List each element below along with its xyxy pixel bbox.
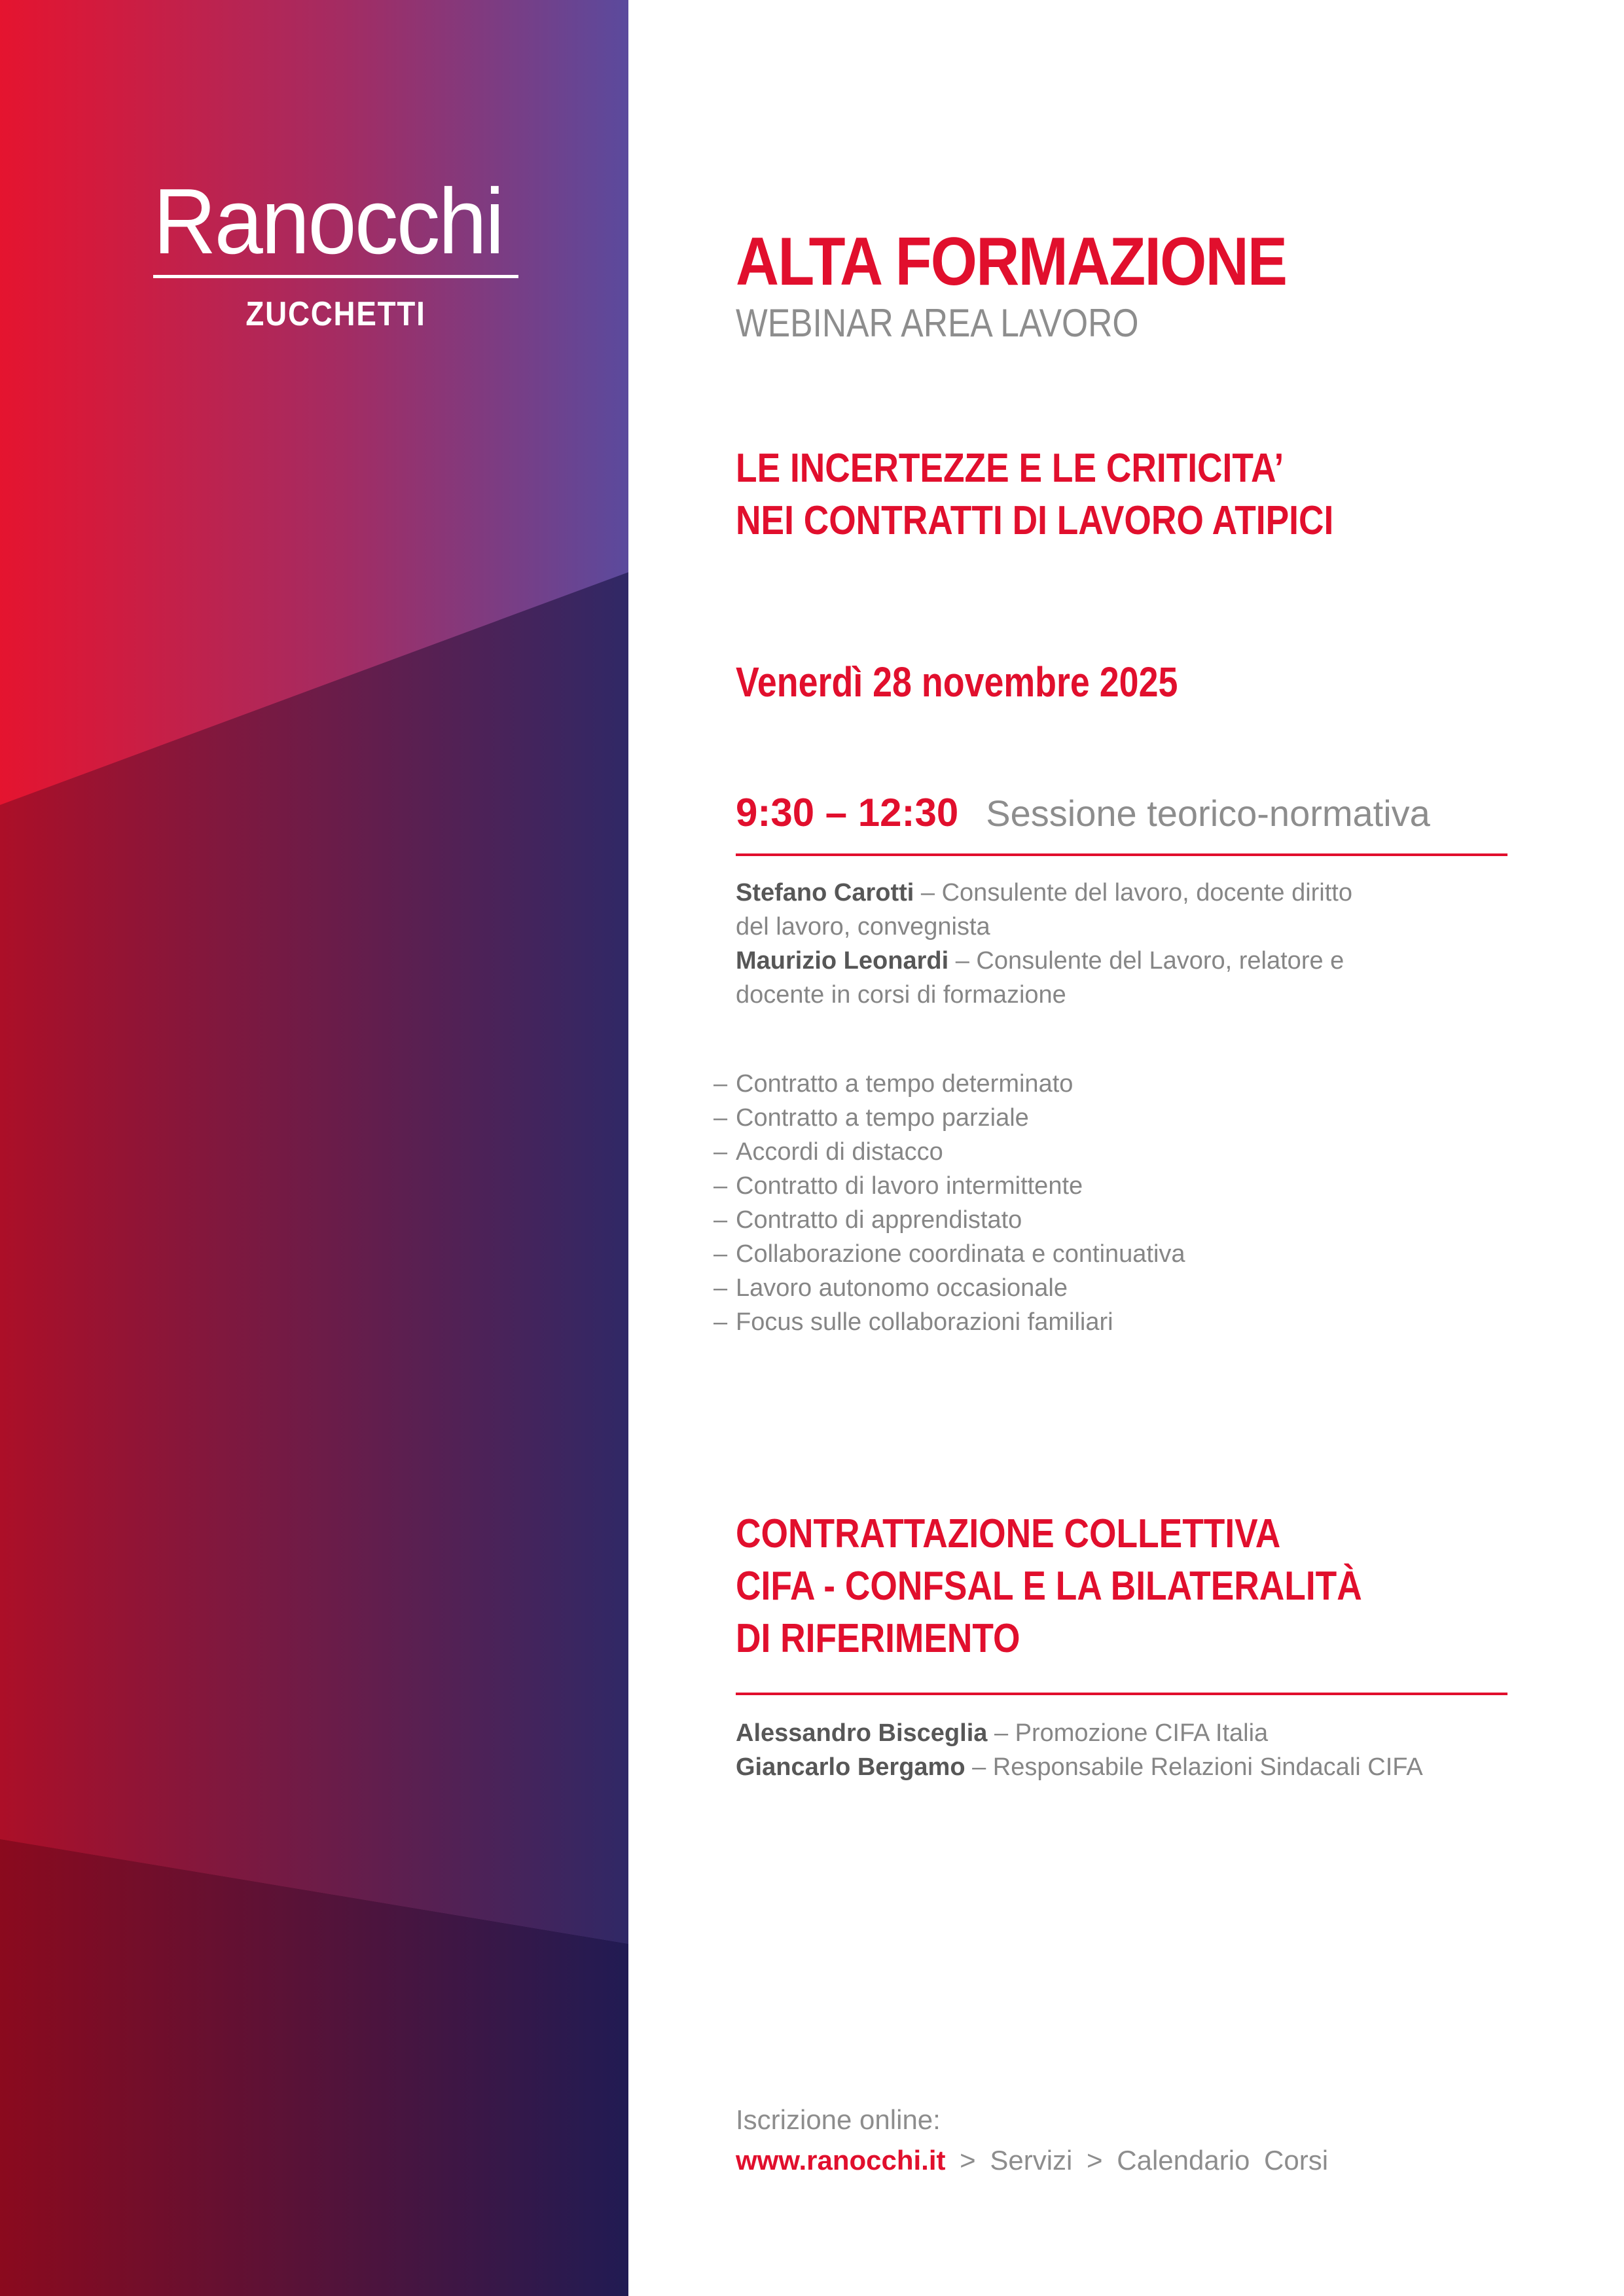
list-item <box>713 1271 1185 1305</box>
speaker-name: Maurizio Leonardi <box>736 947 949 975</box>
list-item <box>713 1067 1185 1101</box>
topic-label: Contratto a tempo parziale <box>736 1104 1029 1132</box>
speaker-name: Alessandro Bisceglia <box>736 1719 988 1747</box>
dash-bullet-icon: – <box>713 1206 728 1234</box>
divider-rule-1 <box>736 853 1507 856</box>
event-date: Venerdì 28 novembre 2025 <box>736 658 1178 706</box>
speaker-role: – Consulente del lavoro, docente diritto <box>914 879 1352 906</box>
divider-rule-2 <box>736 1693 1507 1695</box>
speaker-role: – Promozione CIFA Italia <box>987 1719 1269 1747</box>
list-item <box>713 1237 1185 1271</box>
session-speakers <box>736 876 1352 1012</box>
topic-label: Lavoro autonomo occasionale <box>736 1274 1068 1302</box>
speaker-role: docente in corsi di formazione <box>736 981 1066 1009</box>
logo-subbrand: ZUCCHETTI <box>245 295 426 333</box>
dash-bullet-icon: – <box>713 1172 728 1200</box>
speaker-line <box>736 910 1352 944</box>
website-link[interactable]: www.ranocchi.it <box>736 2145 946 2176</box>
page-title: ALTA FORMAZIONE <box>736 224 1287 300</box>
list-item <box>713 1169 1185 1203</box>
registration-footer <box>736 2100 1328 2181</box>
dash-bullet-icon: – <box>713 1308 728 1336</box>
registration-label: Iscrizione online: <box>736 2104 941 2135</box>
section2-title-line-2: CIFA - CONFSAL E LA BILATERALITÀ <box>736 1564 1362 1609</box>
session-time: 9:30 – 12:30 <box>736 791 959 834</box>
logo-wordmark: Ranocchi <box>153 170 503 274</box>
list-item <box>713 1101 1185 1135</box>
topic-label: Focus sulle collaborazioni familiari <box>736 1308 1113 1336</box>
event-title-line-1: LE INCERTEZZE E LE CRITICITA’ <box>736 446 1284 491</box>
speaker-line <box>736 978 1352 1012</box>
menu-path: > Servizi > Calendario Corsi <box>945 2145 1329 2176</box>
speaker-role: del lavoro, convegnista <box>736 913 990 941</box>
session-header <box>736 793 1430 833</box>
topic-label: Contratto di apprendistato <box>736 1206 1022 1234</box>
list-item <box>713 1203 1185 1237</box>
speaker-name: Stefano Carotti <box>736 879 914 906</box>
page-subtitle: WEBINAR AREA LAVORO <box>736 301 1139 345</box>
logo-divider <box>153 275 518 278</box>
speaker-line <box>736 1716 1423 1750</box>
event-title-line-2: NEI CONTRATTI DI LAVORO ATIPICI <box>736 498 1334 543</box>
dash-bullet-icon: – <box>713 1240 728 1268</box>
section2-title-line-1: CONTRATTAZIONE COLLETTIVA <box>736 1511 1281 1556</box>
session-name: Sessione teorico-normativa <box>986 793 1430 834</box>
speaker-line <box>736 1750 1423 1784</box>
section2-title <box>736 1508 1362 1665</box>
topic-label: Collaborazione coordinata e continuativa <box>736 1240 1185 1268</box>
speaker-name: Giancarlo Bergamo <box>736 1753 965 1781</box>
topic-label: Accordi di distacco <box>736 1138 943 1166</box>
dash-bullet-icon: – <box>713 1274 728 1302</box>
speaker-line <box>736 876 1352 910</box>
speaker-line <box>736 944 1352 978</box>
topic-label: Contratto di lavoro intermittente <box>736 1172 1083 1200</box>
left-gradient-band <box>0 0 628 2296</box>
dash-bullet-icon: – <box>713 1138 728 1166</box>
topic-label: Contratto a tempo determinato <box>736 1070 1074 1098</box>
topics-list <box>713 1067 1185 1339</box>
speaker-role: – Consulente del Lavoro, relatore e <box>948 947 1344 975</box>
speaker-role: – Responsabile Relazioni Sindacali CIFA <box>965 1753 1423 1781</box>
dash-bullet-icon: – <box>713 1070 728 1098</box>
list-item <box>713 1135 1185 1169</box>
dash-bullet-icon: – <box>713 1104 728 1132</box>
event-title <box>736 442 1333 547</box>
list-item <box>713 1305 1185 1339</box>
registration-path <box>736 2140 1328 2181</box>
section2-speakers <box>736 1716 1423 1784</box>
section2-title-line-3: DI RIFERIMENTO <box>736 1616 1020 1661</box>
